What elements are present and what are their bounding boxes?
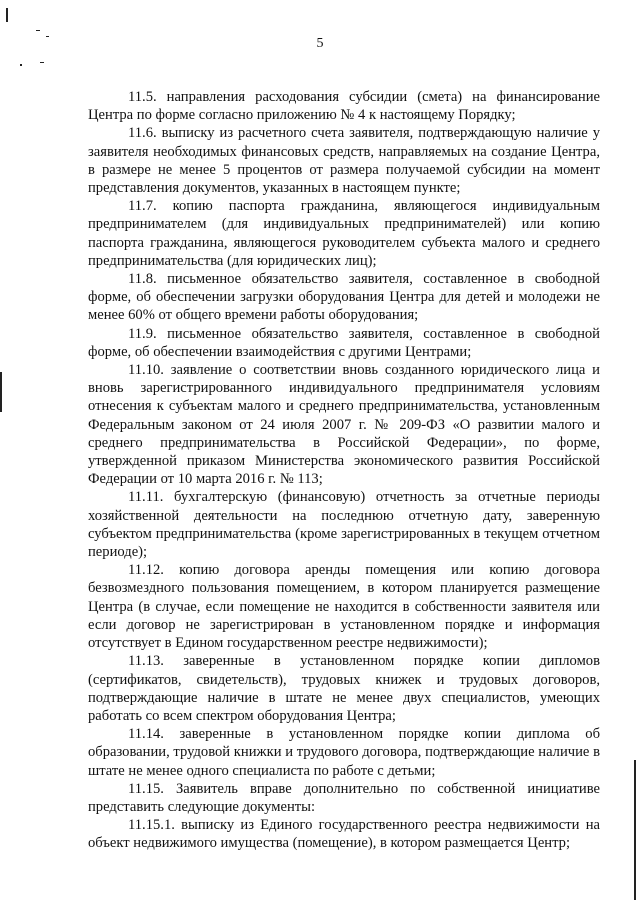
paragraph-11-10: 11.10. заявление о соответствии вновь созданного юридического лица и вновь зарегистрированного индивидуального предпринимателя условиям отнесения к субъектам малого и среднего предпринимательства, установленным Федеральным законом от 24 июля 2007 г. № 209-ФЗ «О развитии малого и среднего предпринимательства в Российской Федерации», по форме, утвержденной приказом Министерства экономического развития Российской Федерации от 10 марта 2016 г. № 113; <box>88 362 600 488</box>
paragraph-11-8: 11.8. письменное обязательство заявителя, составленное в свободной форме, об обеспечении загрузки оборудования Центра для детей и молодежи не менее 60% от общего времени работы оборудования; <box>88 271 600 324</box>
scan-mark <box>634 760 636 900</box>
paragraph-11-11: 11.11. бухгалтерскую (финансовую) отчетность за отчетные периоды хозяйственной деятельности на последнюю отчетную дату, заверенную субъектом предпринимательства (кроме зарегистрированных в текущем отчетном периоде); <box>88 489 600 561</box>
paragraph-11-9: 11.9. письменное обязательство заявителя, составленное в свободной форме, об обеспечении взаимодействия с другими Центрами; <box>88 325 600 360</box>
document-body <box>88 88 600 853</box>
scan-mark <box>20 64 22 66</box>
paragraph-11-15-1: 11.15.1. выписку из Единого государственного реестра недвижимости на объект недвижимого имущества (помещение), в котором размещается Центр; <box>88 817 600 852</box>
paragraph-11-14: 11.14. заверенные в установленном порядке копии диплома об образовании, трудовой книжки и трудового договора, подтверждающие наличие в штате не менее одного специалиста по работе с детьми; <box>88 726 600 779</box>
scan-mark <box>40 62 44 63</box>
paragraph-11-13: 11.13. заверенные в установленном порядке копии дипломов (сертификатов, свидетельств), трудовых книжек и трудовых договоров, подтверждающие наличие в штате не менее двух специалистов, умеющих работать со всем спектром оборудования Центра; <box>88 653 600 724</box>
paragraph-11-15: 11.15. Заявитель вправе дополнительно по собственной инициативе представить следующие документы: <box>88 780 600 815</box>
page-number: 5 <box>316 36 324 51</box>
scan-mark <box>0 372 2 412</box>
paragraph-11-7: 11.7. копию паспорта гражданина, являющегося индивидуальным предпринимателем (для индивидуальных предпринимателей) или копию паспорта гражданина, являющегося руководителем субъекта малого и среднего предпринимательства (для юридических лиц); <box>88 198 600 269</box>
paragraph-11-12: 11.12. копию договора аренды помещения или копию договора безвозмездного пользования помещением, в котором планируется размещение Центра (в случае, если помещение не находится в собственности заявителя или если договор не зарегистрирован в установленном порядке и информация отсутствует в Едином государственном реестре недвижимости); <box>88 562 600 652</box>
paragraph-11-5: 11.5. направления расходования субсидии (смета) на финансирование Центра по форме согласно приложению № 4 к настоящему Порядку; <box>88 89 600 124</box>
scan-mark <box>6 8 8 22</box>
paragraph-11-6: 11.6. выписку из расчетного счета заявителя, подтверждающую наличие у заявителя необходимых финансовых средств, направляемых на создание Центра, в размере не менее 5 процентов от размера получаемой субсидии на момент представления документов, указанных в настоящем пункте; <box>88 125 600 197</box>
scan-mark <box>36 30 40 31</box>
